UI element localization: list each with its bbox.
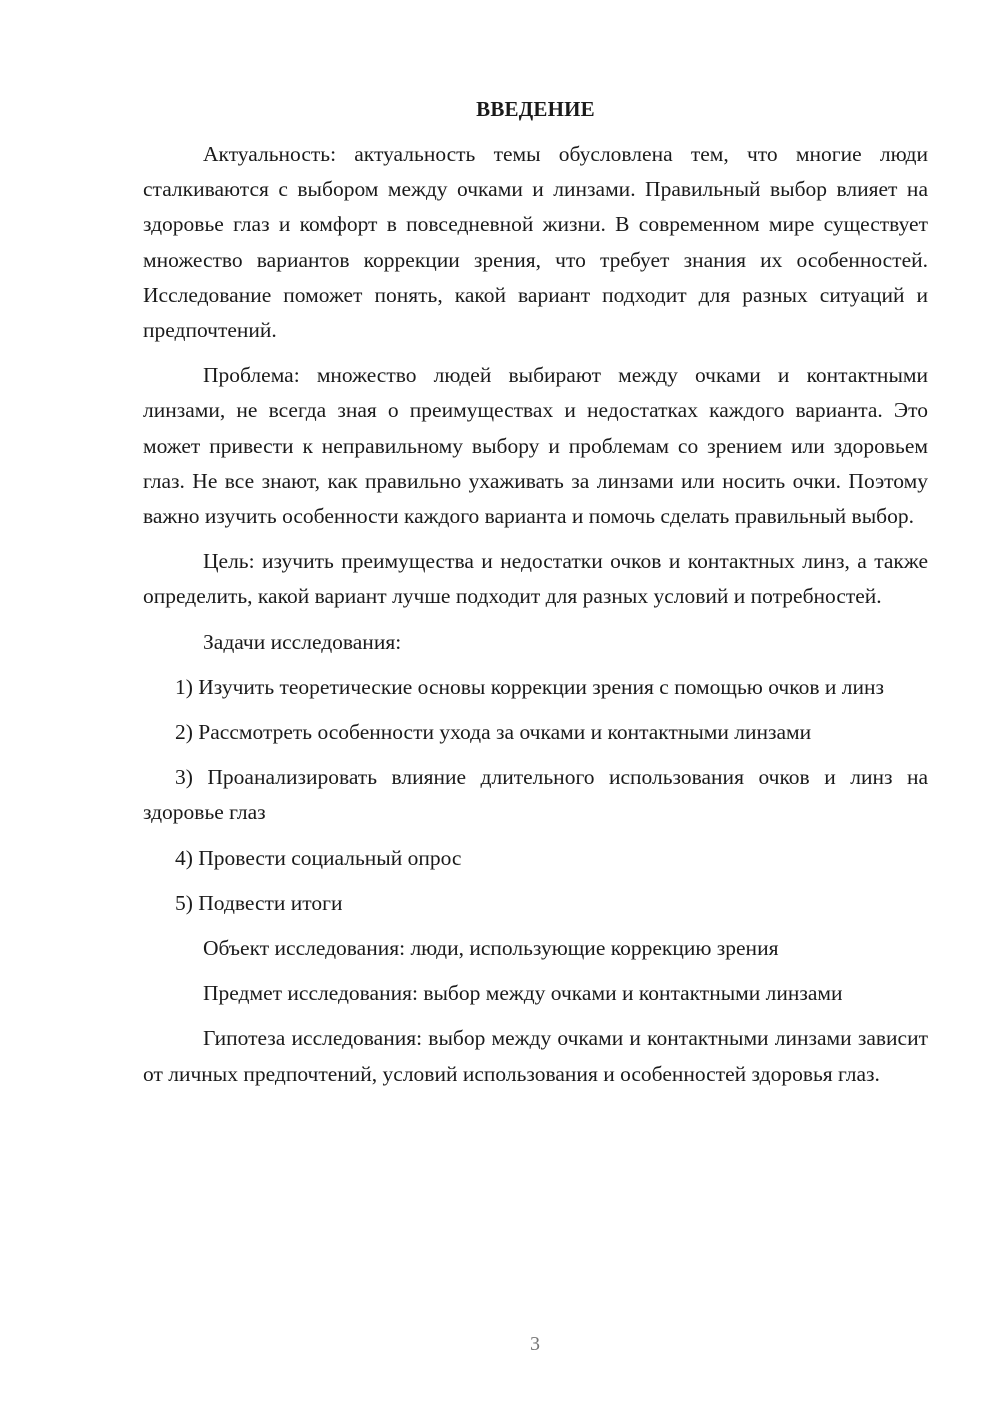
paragraph-goal: Цель: изучить преимущества и недостатки очков и контактных линз, а также определить, какой вариант лучше подходит для разных условий и потребностей. (143, 549, 928, 609)
task-item-5: 5) Подвести итоги (175, 890, 343, 915)
task-item-1: 1) Изучить теоретические основы коррекции зрения с помощью очков и линз (175, 674, 884, 699)
task-item-2: 2) Рассмотреть особенности ухода за очками и контактными линзами (175, 720, 812, 745)
paragraph-subject: Предмет исследования: выбор между очками и контактными линзами (203, 981, 843, 1006)
page-number: 3 (530, 1333, 540, 1355)
tasks-title: Задачи исследования: (203, 629, 402, 654)
paragraph-problem: Проблема: множество людей выбирают между очками и контактными линзами, не всегда зная о преимуществах и недостатках каждого варианта. Это может привести к неправильному выбору и проблемам со зрением или здоровьем глаз. Не все знают, как правильно ухаживать за линзами или носить очки. Поэтому важно изучить особенности каждого варианта и помочь сделать правильный выбор. (143, 363, 928, 529)
paragraph-object: Объект исследования: люди, использующие коррекцию зрения (203, 936, 779, 961)
paragraph-hypothesis: Гипотеза исследования: выбор между очками и контактными линзами зависит от личных предпочтений, условий использования и особенностей здоровья глаз. (143, 1026, 928, 1086)
task-item-4: 4) Провести социальный опрос (175, 845, 462, 870)
page-title: ВВЕДЕНИЕ (476, 97, 595, 121)
task-item-3: 3) Проанализировать влияние длительного использования очков и линз на здоровье глаз (143, 765, 928, 825)
paragraph-relevance: Актуальность: актуальность темы обусловлена тем, что многие люди сталкиваются с выбором между очками и линзами. Правильный выбор влияет на здоровье глаз и комфорт в повседневной жизни. В современном мире существует множество вариантов коррекции зрения, что требует знания их особенностей. Исследование поможет понять, какой вариант подходит для разных ситуаций и предпочтений. (143, 142, 928, 343)
page-content (143, 92, 928, 1092)
